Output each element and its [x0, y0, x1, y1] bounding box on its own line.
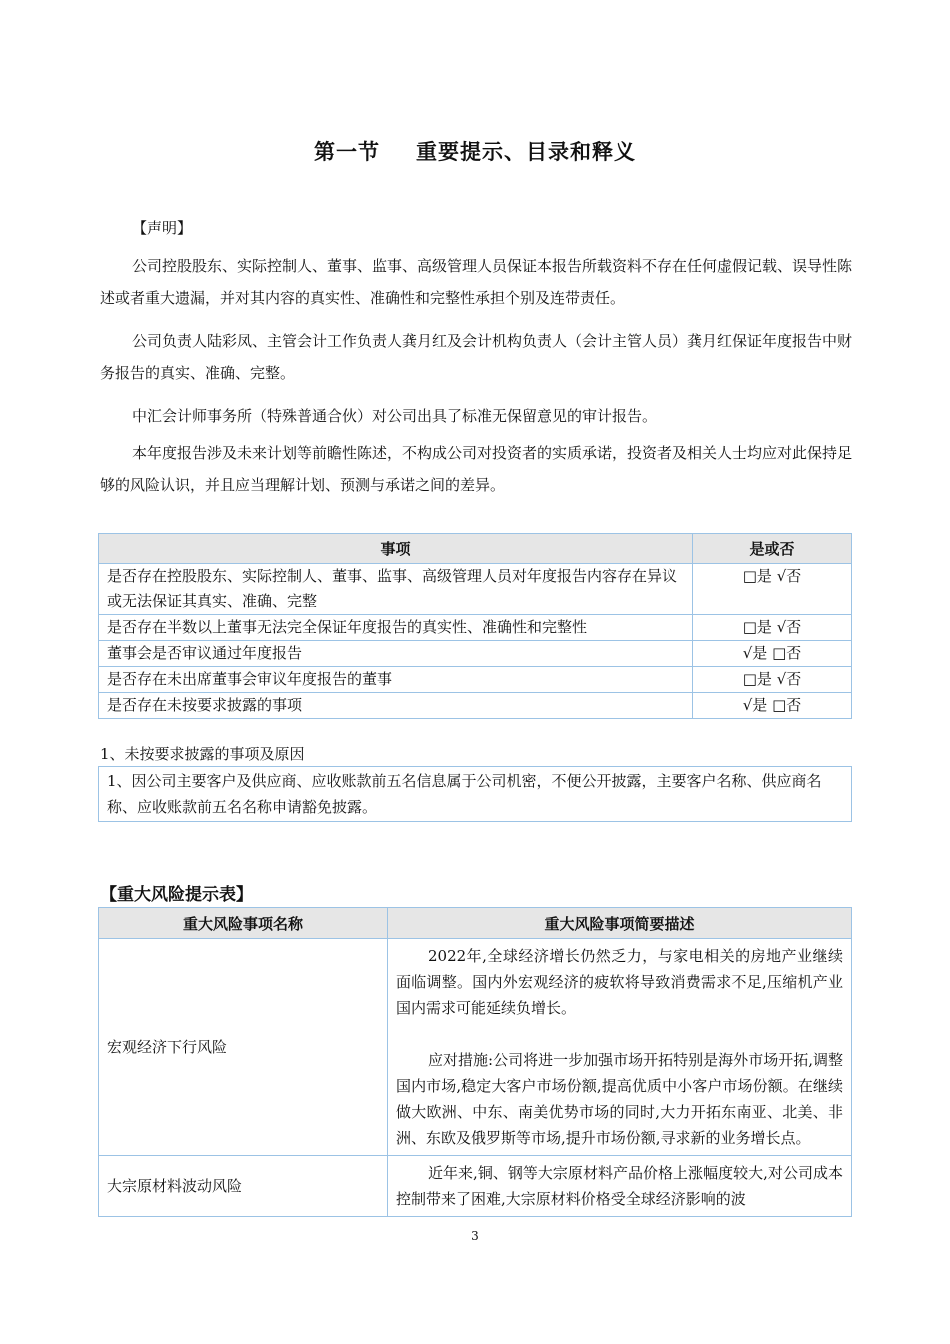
item-cell: 是否存在控股股东、实际控制人、董事、监事、高级管理人员对年度报告内容存在异议或无法保证其真实、准确、完整 [99, 564, 693, 615]
table-row [99, 1156, 852, 1217]
risk-table [98, 907, 852, 1217]
item-cell: 是否存在未出席董事会审议年度报告的董事 [99, 667, 693, 693]
risk-name: 宏观经济下行风险 [99, 939, 388, 1156]
answer-cell: □是 √否 [693, 564, 852, 615]
risk-description [388, 1156, 852, 1217]
column-header-answer: 是或否 [693, 534, 852, 564]
page-number: 3 [471, 1229, 479, 1243]
table-row [99, 939, 852, 1156]
table-row [99, 641, 852, 667]
items-table [98, 533, 852, 719]
table-header-row [99, 534, 852, 564]
answer-cell: □是 √否 [693, 667, 852, 693]
answer-cell: □是 √否 [693, 615, 852, 641]
answer-cell: √是 □否 [693, 693, 852, 719]
item-cell: 是否存在未按要求披露的事项 [99, 693, 693, 719]
table-row [99, 615, 852, 641]
undisclosed-reason: 1、因公司主要客户及供应商、应收账款前五名信息属于公司机密，不便公开披露，主要客户名称、供应商名称、应收账款前五名名称申请豁免披露。 [99, 767, 852, 822]
section-title [0, 136, 950, 166]
answer-cell: √是 □否 [693, 641, 852, 667]
declaration-heading: 【声明】 [132, 219, 193, 237]
section-number: 第一节 [314, 140, 380, 164]
table-header-row [99, 908, 852, 939]
risk-description [388, 939, 852, 1156]
risk-desc-paragraph: 2022年,全球经济增长仍然乏力，与家电相关的房地产业继续面临调整。国内外宏观经济的疲软将导致消费需求不足,压缩机产业国内需求可能延续负增长。 [396, 947, 843, 1017]
risk-countermeasure: 应对措施:公司将进一步加强市场开拓特别是海外市场开拓,调整国内市场,稳定大客户市场份额,提高优质中小客户市场份额。在继续做大欧洲、中东、南美优势市场的同时,大力开拓东南亚、北美、非洲、东欧及俄罗斯等市场,提升市场份额,寻求新的业务增长点。 [396, 1051, 843, 1147]
risk-table-title: 【重大风险提示表】 [100, 885, 253, 905]
section-name: 重要提示、目录和释义 [416, 140, 636, 164]
item-cell: 董事会是否审议通过年度报告 [99, 641, 693, 667]
table-row [99, 693, 852, 719]
declaration-paragraph: 公司控股股东、实际控制人、董事、监事、高级管理人员保证本报告所载资料不存在任何虚假记载、误导性陈述或者重大遗漏，并对其内容的真实性、准确性和完整性承担个别及连带责任。 [100, 257, 853, 307]
risk-name: 大宗原材料波动风险 [99, 1156, 388, 1217]
column-header-risk-desc: 重大风险事项简要描述 [388, 908, 852, 939]
declaration-paragraph: 公司负责人陆彩凤、主管会计工作负责人龚月红及会计机构负责人（会计主管人员）龚月红保证年度报告中财务报告的真实、准确、完整。 [100, 332, 853, 382]
declaration-paragraph: 中汇会计师事务所（特殊普通合伙）对公司出具了标准无保留意见的审计报告。 [132, 407, 658, 425]
table-row [99, 767, 852, 822]
table-row [99, 564, 852, 615]
item-cell: 是否存在半数以上董事无法完全保证年度报告的真实性、准确性和完整性 [99, 615, 693, 641]
risk-desc-paragraph: 近年来,铜、钢等大宗原材料产品价格上涨幅度较大,对公司成本控制带来了困难,大宗原材料价格受全球经济影响的波 [396, 1164, 843, 1208]
undisclosed-table [98, 766, 852, 822]
table-row [99, 667, 852, 693]
undisclosed-heading: 1、未按要求披露的事项及原因 [100, 745, 305, 763]
column-header-item: 事项 [99, 534, 693, 564]
declaration-paragraph: 本年度报告涉及未来计划等前瞻性陈述，不构成公司对投资者的实质承诺，投资者及相关人士均应对此保持足够的风险认识，并且应当理解计划、预测与承诺之间的差异。 [100, 444, 853, 494]
blank-line [396, 1021, 843, 1047]
column-header-risk-name: 重大风险事项名称 [99, 908, 388, 939]
